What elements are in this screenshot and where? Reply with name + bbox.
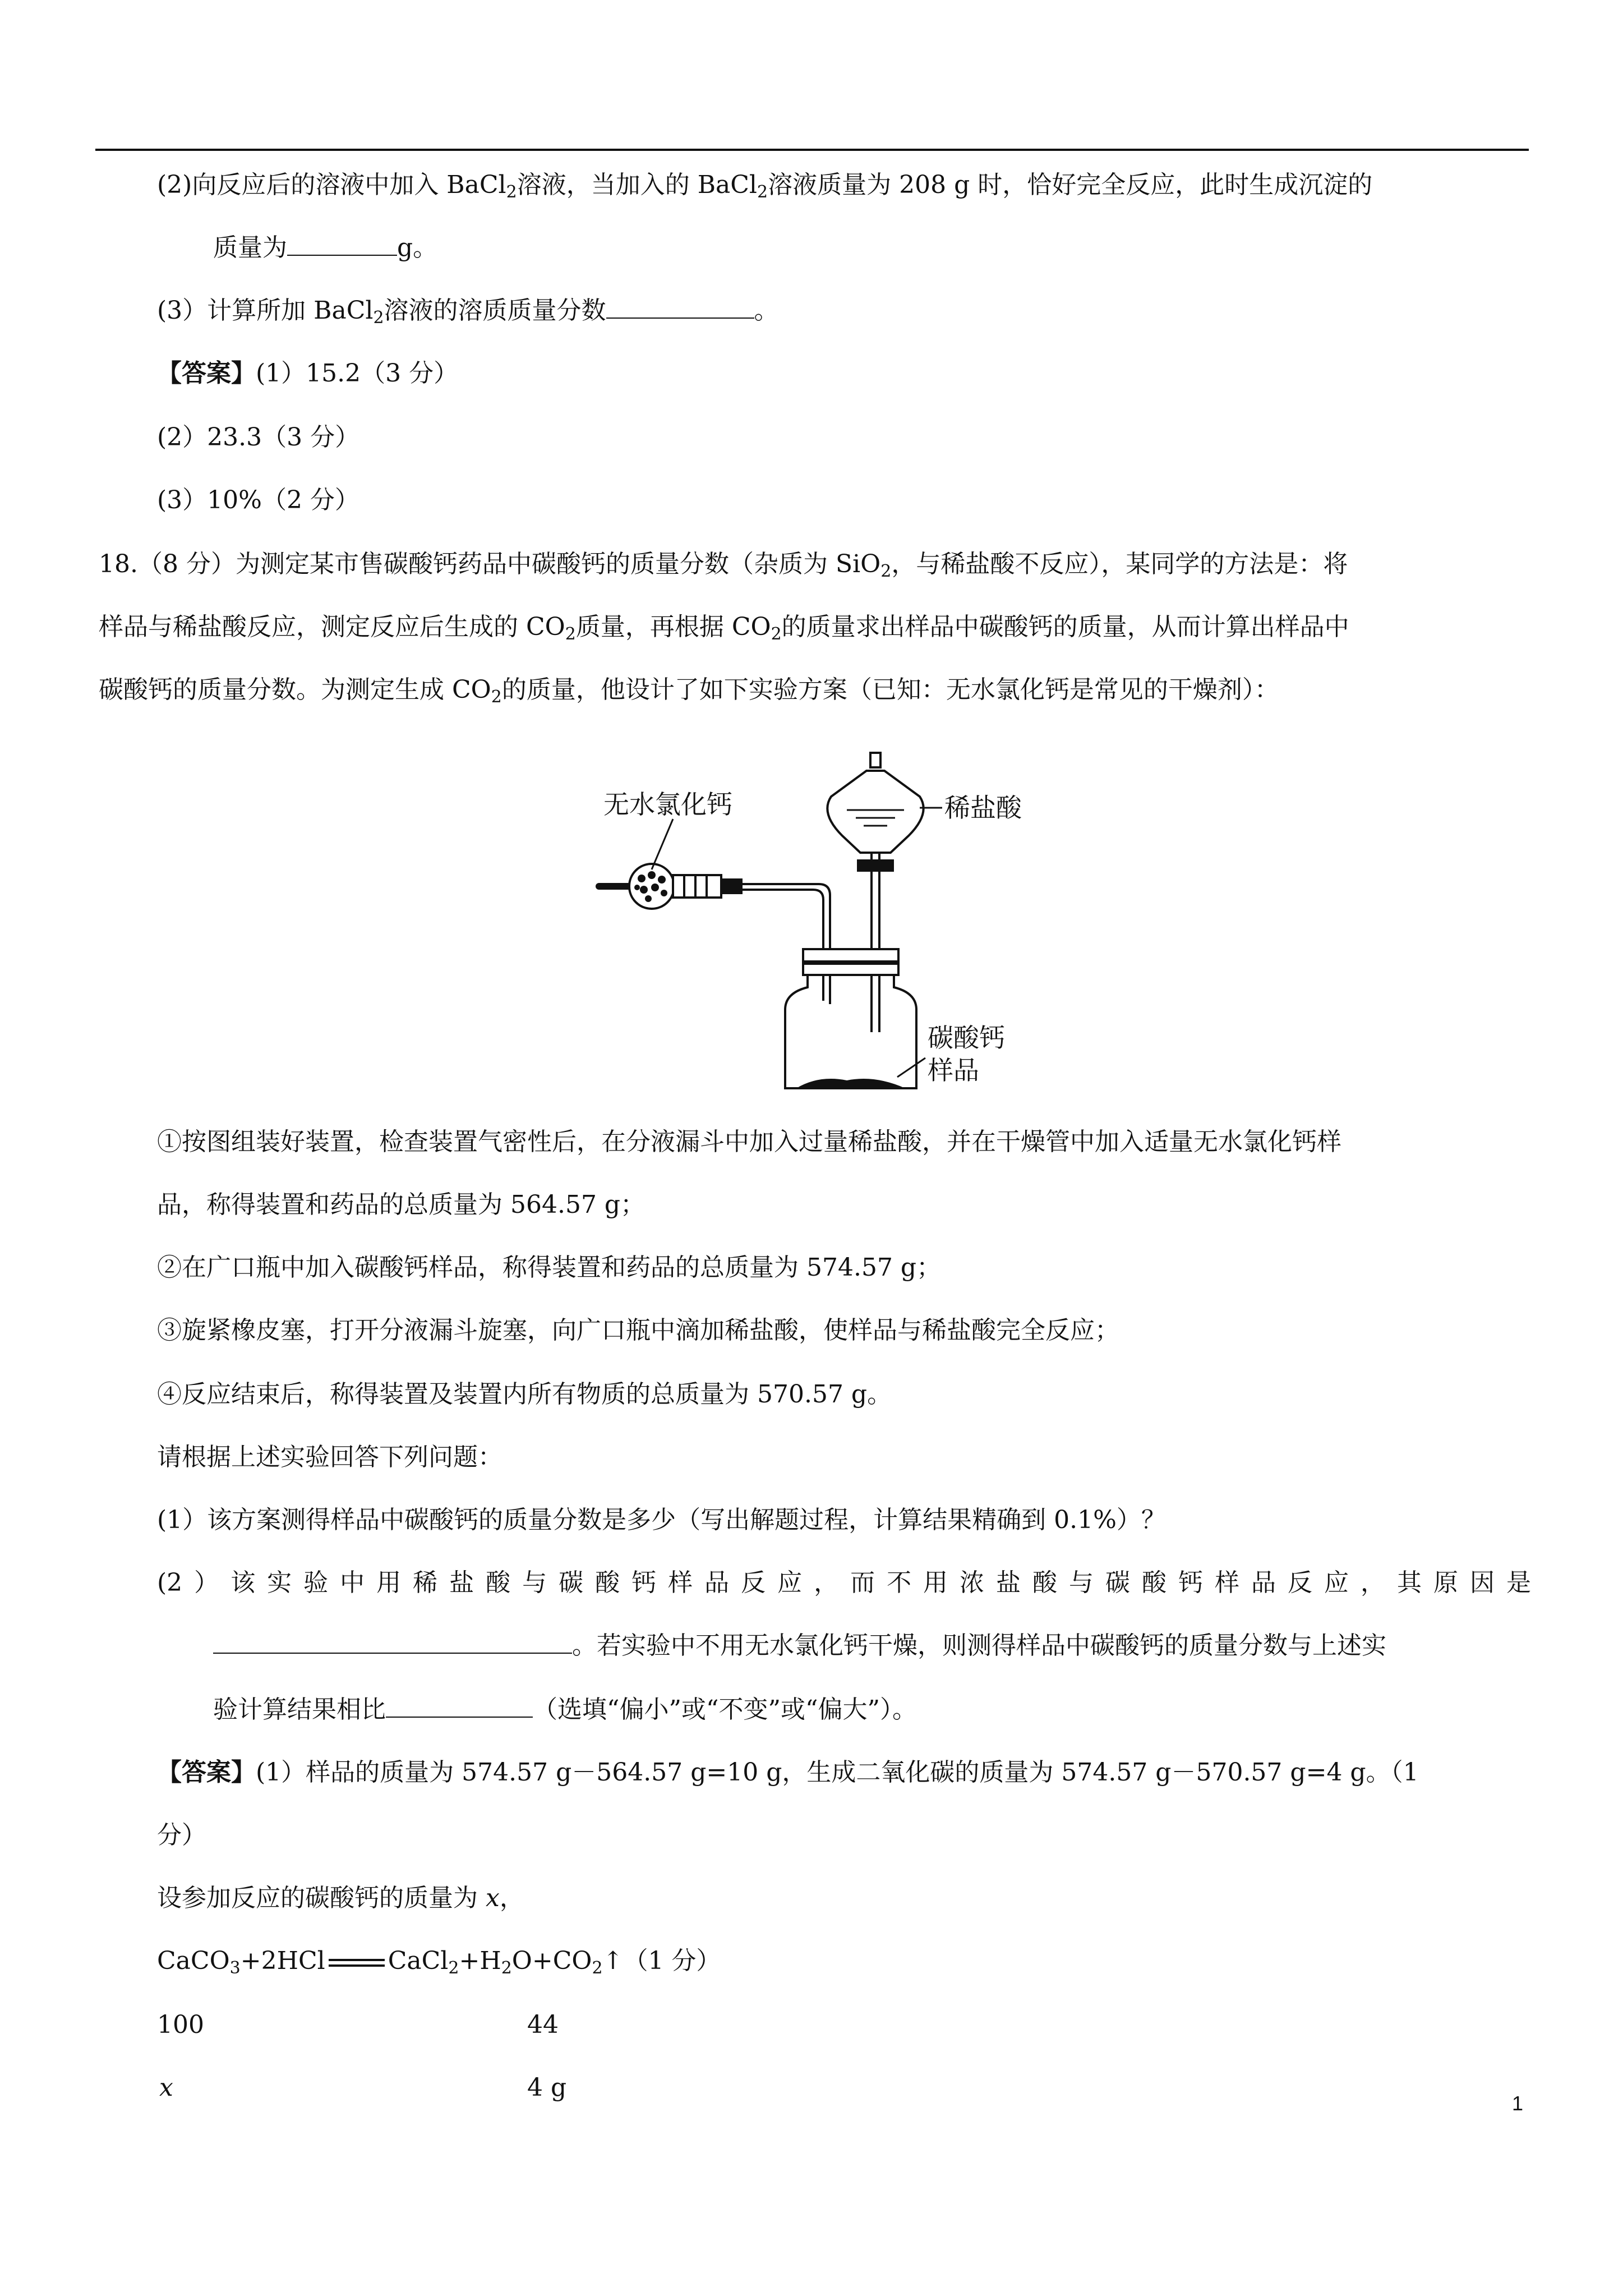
gas-arrow-icon: ↑ [602,1947,624,1975]
answer-blank[interactable] [386,1693,533,1718]
separatory-funnel [827,753,923,954]
q18-answer-line1: 【答案】(1）样品的质量为 574.57 g－564.57 g=10 g，生成二氧化碳的质量为 574.57 g－570.57 g=4 g。（1 [157,1758,1419,1787]
q18-sub1: (1）该方案测得样品中碳酸钙的质量分数是多少（写出解题过程，计算结果精确到 0.1%）？ [157,1506,1166,1534]
q18-step1-line2: 品，称得装置和药品的总质量为 564.57 g； [157,1190,645,1219]
q18-prompt: 请根据上述实验回答下列问题： [157,1443,502,1471]
answer-blank[interactable] [213,1629,572,1654]
label-anhydrous-cacl2: 无水氯化钙 [603,789,732,820]
q17-answer-2: (2）23.3（3 分） [157,423,360,452]
label-sample-line1: 碳酸钙 [928,1023,1005,1053]
label-sample-line2: 样品 [928,1055,979,1085]
q18-intro-line1: 18.（8 分）为测定某市售碳酸钙药品中碳酸钙的质量分数（杂质为 SiO$_2$，与稀盐酸不反应），某同学的方法是：将 [99,550,1348,581]
page-number: 1 [1512,2092,1524,2115]
equation-equals-sign [329,1959,385,1967]
ratio-co2-mass: 44 [527,2010,559,2039]
q18-step1-line1: ①按图组装好装置，检查装置气密性后，在分液漏斗中加入过量稀盐酸，并在干燥管中加入适量无水氯化钙样 [157,1128,1341,1156]
q17-part3: (3）计算所加 BaCl$_2$溶液的溶质质量分数 。 [157,294,779,328]
chemical-equation: CaCO$_3$+2HCl $CaCl_2+H_2O+CO_2↑(1$ 分） [157,1947,721,1978]
answer-blank[interactable] [606,294,754,319]
label-dilute-hcl: 稀盐酸 [944,793,1022,823]
q18-intro-line3: 碳酸钙的质量分数。为测定生成 $CO_2$的质量，他设计了如下实验方案（已知：无水氯化钙是常见的干燥剂）： [99,675,1279,707]
header-rule [95,149,1529,151]
q17-answer-3: (3）10%（2 分） [157,486,359,514]
q18-step2: ②在广口瓶中加入碳酸钙样品，称得装置和药品的总质量为 574.57 g； [157,1253,942,1282]
ratio-caco3-mass: 100 [157,2010,204,2039]
q18-step3: ③旋紧橡皮塞，打开分液漏斗旋塞，向广口瓶中滴加稀盐酸，使样品与稀盐酸完全反应； [157,1316,1119,1345]
stopper-band [803,960,898,965]
q18-sub2-line2: 。若实验中不用无水氯化钙干燥，则测得样品中碳酸钙的质量分数与上述实 [213,1629,1386,1663]
leader-line [897,1058,925,1077]
ratio-x: x [159,2073,173,2102]
q18-sub2-line3: 验计算结果相比 （选填“偏小”或“不变”或“偏大”）。 [213,1693,917,1727]
ratio-4g: 4 g [527,2073,567,2102]
apparatus-diagram [583,740,1043,1099]
answer-blank[interactable] [287,231,397,256]
leader-line [652,819,673,869]
q18-answer-line2: 分） [157,1821,206,1849]
sample-powder [796,1079,905,1088]
q18-step4: ④反应结束后，称得装置及装置内所有物质的总质量为 570.57 g。 [157,1380,892,1409]
q17-answer-1: 【答案】(1）15.2（3 分） [157,359,459,388]
wide-mouth-bottle [785,975,916,1088]
q18-intro-line2: 样品与稀盐酸反应，测定反应后生成的 $CO_2$质量，再根据 $CO_2$的质量求出样品中碳酸钙的质量，从而计算出样品中 [99,613,1349,644]
drying-tube [599,864,819,909]
q18-sub2-line1: (2）该实验中用稀盐酸与碳酸钙样品反应，而不用浓盐酸与碳酸钙样品反应，其原因是 [157,1568,1531,1597]
q17-part2-line1: (2)向反应后的溶液中加入 BaCl$_2$溶液，当加入的 BaCl$_2$溶液质量为 208 g 时，恰好完全反应，此时生成沉淀的 [157,171,1373,202]
delivery-tube [813,884,830,954]
q18-answer-line3: 设参加反应的碳酸钙的质量为 x， [157,1884,524,1912]
q17-part2-line2: 质量为 g。 [213,231,437,265]
